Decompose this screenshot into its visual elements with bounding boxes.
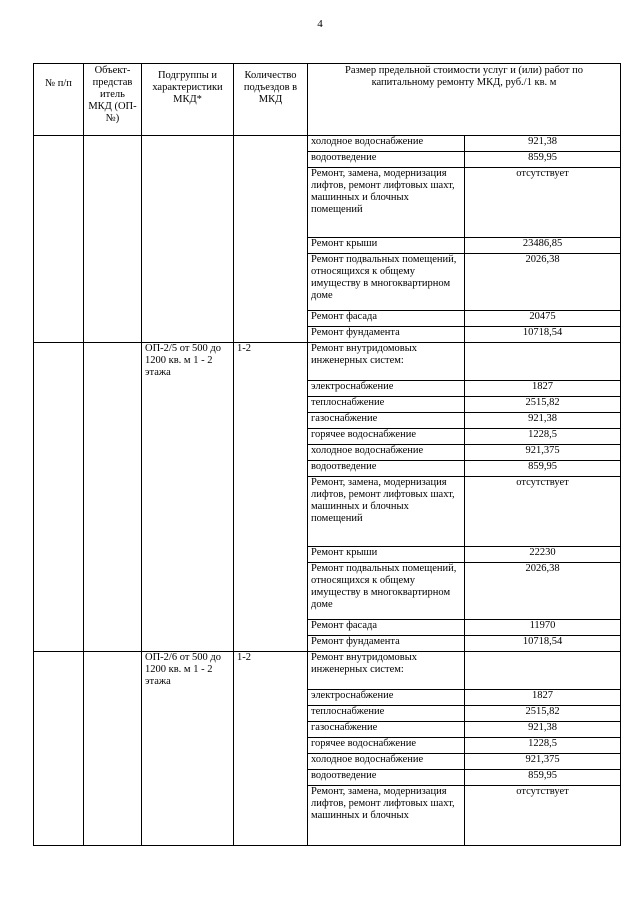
- work-name-cell: газоснабжение: [308, 413, 465, 429]
- cost-value-cell: отсутствует: [465, 168, 621, 238]
- work-name-cell: водоотведение: [308, 152, 465, 168]
- num-cell: [34, 136, 84, 343]
- cost-value-cell: 1228,5: [465, 738, 621, 754]
- header-subgroups: Подгруппы и характеристики МКД*: [142, 64, 234, 136]
- entrances-cell: 1-2: [234, 652, 308, 846]
- work-name-cell: газоснабжение: [308, 722, 465, 738]
- table-row: [34, 136, 621, 152]
- work-name-cell: теплоснабжение: [308, 706, 465, 722]
- subgroup-cell: ОП-2/5 от 500 до 1200 кв. м 1 - 2 этажа: [142, 343, 234, 652]
- cost-value-cell: 2026,38: [465, 563, 621, 620]
- cost-value-cell: 1228,5: [465, 429, 621, 445]
- work-name-cell: Ремонт фундамента: [308, 327, 465, 343]
- work-name-cell: горячее водоснабжение: [308, 429, 465, 445]
- cost-value-cell: [465, 652, 621, 690]
- work-name-cell: Ремонт подвальных помещений, относящихся к общему имуществу в многоквартирном доме: [308, 254, 465, 311]
- work-name-cell: Ремонт фасада: [308, 620, 465, 636]
- cost-value-cell: 20475: [465, 311, 621, 327]
- cost-value-cell: 859,95: [465, 152, 621, 168]
- header-entrances: Количество подъездов в МКД: [234, 64, 308, 136]
- subgroup-cell: ОП-2/6 от 500 до 1200 кв. м 1 - 2 этажа: [142, 652, 234, 846]
- header-num: № п/п: [34, 64, 84, 136]
- work-name-cell: Ремонт, замена, модернизация лифтов, ремонт лифтовых шахт, машинных и блочных помещений: [308, 168, 465, 238]
- cost-value-cell: 2026,38: [465, 254, 621, 311]
- table-header-row: [34, 64, 621, 136]
- cost-value-cell: 921,375: [465, 754, 621, 770]
- cost-value-cell: отсутствует: [465, 477, 621, 547]
- subgroup-cell: [142, 136, 234, 343]
- entrances-cell: [234, 136, 308, 343]
- num-cell: [34, 343, 84, 652]
- cost-value-cell: 10718,54: [465, 327, 621, 343]
- work-name-cell: Ремонт внутридомовых инженерных систем:: [308, 343, 465, 381]
- object-cell: [84, 136, 142, 343]
- work-name-cell: горячее водоснабжение: [308, 738, 465, 754]
- work-name-cell: Ремонт крыши: [308, 547, 465, 563]
- cost-value-cell: 22230: [465, 547, 621, 563]
- object-cell: [84, 652, 142, 846]
- work-name-cell: электроснабжение: [308, 381, 465, 397]
- cost-value-cell: 921,38: [465, 722, 621, 738]
- cost-value-cell: 2515,82: [465, 706, 621, 722]
- cost-value-cell: 859,95: [465, 461, 621, 477]
- cost-value-cell: [465, 343, 621, 381]
- table-row: [34, 652, 621, 690]
- cost-value-cell: отсутствует: [465, 786, 621, 846]
- header-cost: Размер предельной стоимости услуг и (или) работ по капитальному ремонту МКД, руб./1 кв. м: [308, 64, 621, 136]
- header-object: Объект-представ итель МКД (ОП-№): [84, 64, 142, 136]
- work-name-cell: водоотведение: [308, 461, 465, 477]
- work-name-cell: Ремонт, замена, модернизация лифтов, ремонт лифтовых шахт, машинных и блочных: [308, 786, 465, 846]
- cost-value-cell: 921,38: [465, 413, 621, 429]
- cost-table: [33, 63, 621, 846]
- cost-value-cell: 10718,54: [465, 636, 621, 652]
- cost-value-cell: 921,38: [465, 136, 621, 152]
- table-row: [34, 343, 621, 381]
- page-number: 4: [317, 18, 323, 30]
- work-name-cell: водоотведение: [308, 770, 465, 786]
- cost-value-cell: 11970: [465, 620, 621, 636]
- work-name-cell: Ремонт подвальных помещений, относящихся к общему имуществу в многоквартирном доме: [308, 563, 465, 620]
- work-name-cell: теплоснабжение: [308, 397, 465, 413]
- cost-value-cell: 23486,85: [465, 238, 621, 254]
- cost-value-cell: 2515,82: [465, 397, 621, 413]
- object-cell: [84, 343, 142, 652]
- work-name-cell: Ремонт внутридомовых инженерных систем:: [308, 652, 465, 690]
- work-name-cell: холодное водоснабжение: [308, 445, 465, 461]
- cost-value-cell: 1827: [465, 690, 621, 706]
- num-cell: [34, 652, 84, 846]
- cost-value-cell: 859,95: [465, 770, 621, 786]
- work-name-cell: Ремонт крыши: [308, 238, 465, 254]
- work-name-cell: Ремонт фасада: [308, 311, 465, 327]
- work-name-cell: электроснабжение: [308, 690, 465, 706]
- cost-value-cell: 1827: [465, 381, 621, 397]
- work-name-cell: холодное водоснабжение: [308, 136, 465, 152]
- entrances-cell: 1-2: [234, 343, 308, 652]
- work-name-cell: Ремонт фундамента: [308, 636, 465, 652]
- work-name-cell: холодное водоснабжение: [308, 754, 465, 770]
- work-name-cell: Ремонт, замена, модернизация лифтов, ремонт лифтовых шахт, машинных и блочных помещений: [308, 477, 465, 547]
- cost-value-cell: 921,375: [465, 445, 621, 461]
